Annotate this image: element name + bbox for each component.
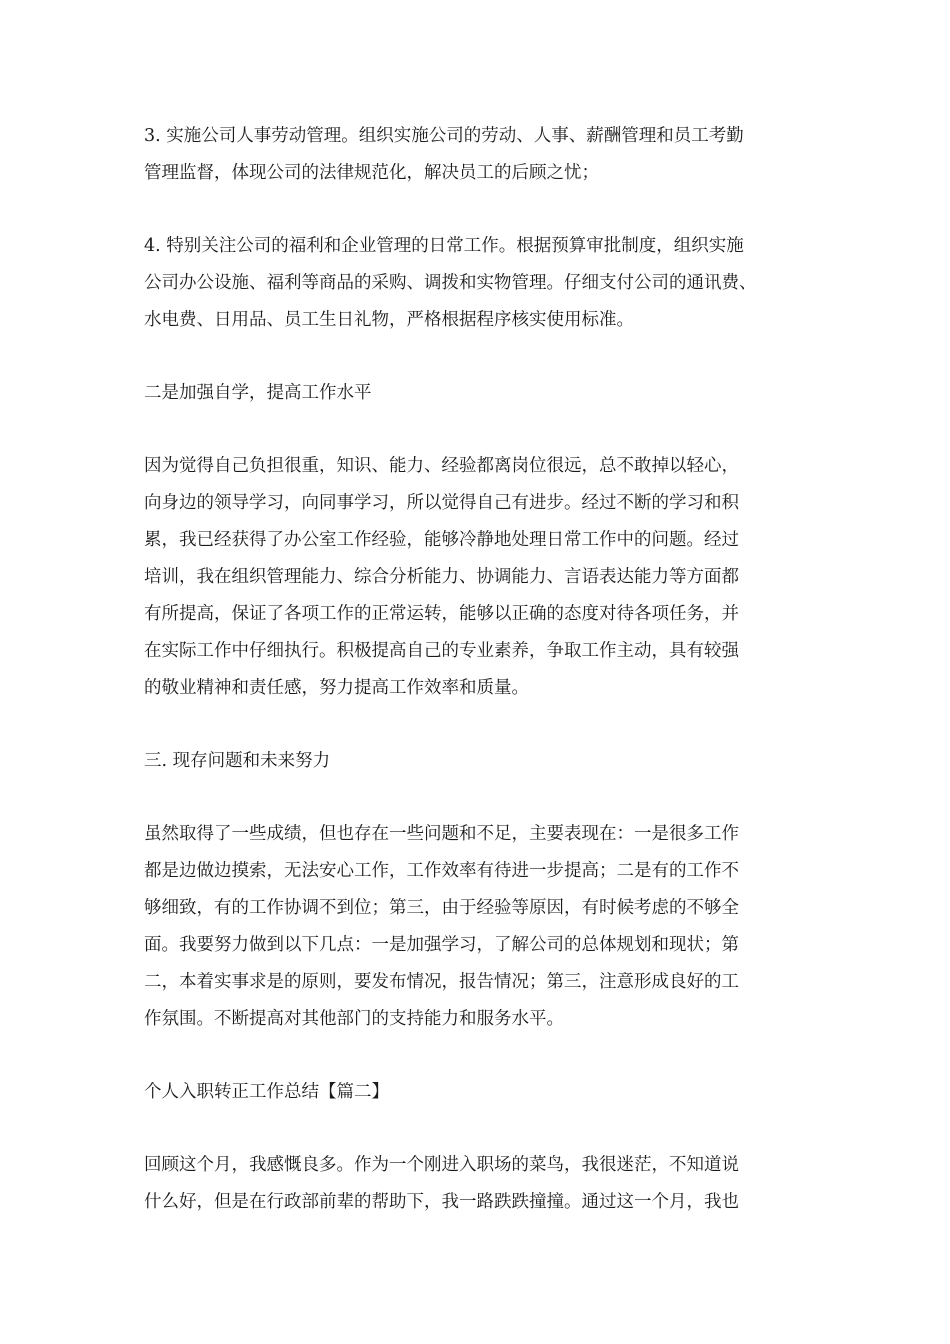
paragraph-self-study [144, 448, 816, 707]
text-line: 作氛围。不断提高对其他部门的支持能力和服务水平。 [144, 1009, 564, 1029]
text-line: 管理监督，体现公司的法律规范化，解决员工的后顾之忧； [144, 163, 599, 183]
paragraph-problems [144, 816, 816, 1038]
section-heading-problems [144, 743, 816, 780]
article-title-part-two [144, 1074, 816, 1111]
text-line: 二，本着实事求是的原则，要发布情况，报告情况；第三，注意形成良好的工 [144, 972, 739, 992]
text-line: 都是边做边摸索，无法安心工作，工作效率有待进一步提高；二是有的工作不 [144, 861, 739, 881]
text-line: 的敬业精神和责任感，努力提高工作效率和质量。 [144, 678, 529, 698]
text-line: 够细致，有的工作协调不到位；第三，由于经验等原因，有时候考虑的不够全 [144, 898, 739, 918]
text-line: 在实际工作中仔细执行。积极提高自己的专业素养，争取工作主动，具有较强 [144, 641, 739, 661]
text-line: 三. 现存问题和未来努力 [144, 751, 331, 771]
text-line: 个人入职转正工作总结【篇二】 [144, 1082, 389, 1102]
text-line: 因为觉得自己负担很重，知识、能力、经验都离岗位很远，总不敢掉以轻心， [144, 456, 739, 476]
paragraph-review [144, 1147, 816, 1221]
section-heading-self-study [144, 375, 816, 412]
text-line: 虽然取得了一些成绩，但也存在一些问题和不足，主要表现在：一是很多工作 [144, 824, 739, 844]
text-line: 水电费、日用品、员工生日礼物，严格根据程序核实使用标准。 [144, 310, 634, 330]
text-line: 3. 实施公司人事劳动管理。组织实施公司的劳动、人事、薪酬管理和员工考勤 [144, 126, 744, 146]
text-line: 累，我已经获得了办公室工作经验，能够冷静地处理日常工作中的问题。经过 [144, 530, 739, 550]
paragraph-item-4 [144, 228, 816, 339]
paragraph-item-3 [144, 118, 816, 192]
text-line: 4. 特别关注公司的福利和企业管理的日常工作。根据预算审批制度，组织实施 [144, 236, 744, 256]
text-line: 二是加强自学，提高工作水平 [144, 383, 372, 403]
text-line: 向身边的领导学习，向同事学习，所以觉得自己有进步。经过不断的学习和积 [144, 493, 739, 513]
document-body [144, 118, 816, 1257]
text-line: 培训，我在组织管理能力、综合分析能力、协调能力、言语表达能力等方面都 [144, 567, 739, 587]
text-line: 有所提高，保证了各项工作的正常运转，能够以正确的态度对待各项任务，并 [144, 604, 739, 624]
text-line: 公司办公设施、福利等商品的采购、调拨和实物管理。仔细支付公司的通讯费、 [144, 273, 757, 293]
text-line: 回顾这个月，我感慨良多。作为一个刚进入职场的菜鸟，我很迷茫，不知道说 [144, 1155, 739, 1175]
text-line: 什么好，但是在行政部前辈的帮助下，我一路跌跌撞撞。通过这一个月，我也 [144, 1192, 739, 1212]
text-line: 面。我要努力做到以下几点：一是加强学习，了解公司的总体规划和现状；第 [144, 935, 739, 955]
